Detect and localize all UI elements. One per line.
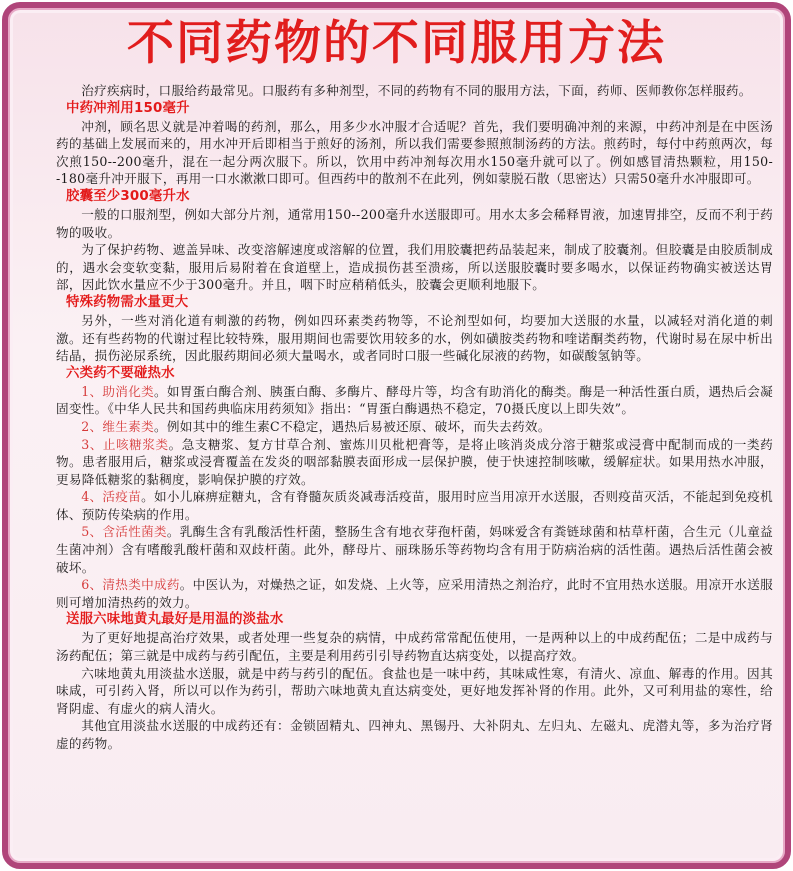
paragraph: 一般的口服剂型，例如大部分片剂，通常用150--200毫升水送服即可。用水太多会稀释胃液，加速胃排空，反而不利于药物的吸收。 <box>56 206 773 240</box>
item-text: 。如小儿麻痹症糖丸，含有脊髓灰质炎减毒活疫苗，服用时应当用凉开水送服，否则疫苗灭活，不能起到免疫机体、预防传染病的作用。 <box>56 489 774 522</box>
item-text: 。例如其中的维生素C不稳定，遇热后易被还原、破坏，而失去药效。 <box>153 418 551 434</box>
section-heading: 特殊药物需水量更大 <box>66 294 189 310</box>
list-item <box>56 418 773 436</box>
item-lead: 4、活疫苗 <box>81 489 142 505</box>
paragraph: 冲剂，顾名思义就是冲着喝的药剂，那么，用多少水冲服才合适呢？首先，我们要明确冲剂的来源，中药冲剂是在中医汤药的基础上发展而来的，用水冲开后即相当于煎好的汤剂，所以我们需要参照煎制汤药的方法。煎药时，每付中药煎两次，每次煎150--200毫升，混在一起分两次服下。所以，饮用中药冲剂每次用水150毫升就可以了。例如感冒清热颗粒，用150--180毫升冲开服下，再用一口水漱漱口即可。但西药中的散剂不在此列，例如蒙脱石散（思密达）只需50毫升水冲服即可。 <box>56 118 773 187</box>
page-title: 不同药物的不同服用方法 <box>127 16 666 71</box>
item-lead: 1、助消化类 <box>81 383 154 399</box>
item-text: 。急支糖浆、复方甘草合剂、蜜炼川贝枇杷膏等，是将止咳消炎成分溶于糖浆或浸膏中配制而成的一类药物。患者服用后，糖浆或浸膏覆盖在发炎的咽部黏膜表面形成一层保护膜，使于快速控制咳嗽，缓解症状。如果用热水冲服，更易降低糖浆的黏稠度，影响保护膜的疗效。 <box>56 436 773 487</box>
paragraph: 其他宜用淡盐水送服的中成药还有：金锁固精丸、四神丸、黑锡丹、大补阴丸、左归丸、左磁丸、虎潜丸等，多为治疗肾虚的药物。 <box>56 718 773 751</box>
list-item <box>56 523 773 576</box>
list-item <box>56 436 773 489</box>
item-text: 。如胃蛋白酶合剂、胰蛋白酶、多酶片、酵母片等，均含有助消化的酶类。酶是一种活性蛋白质，遇热后会凝固变性。《中华人民共和国药典临床用药须知》指出：“胃蛋白酶遇热不稳定，70摄氏度以上即失效”。 <box>56 383 773 417</box>
poster-frame <box>2 2 791 869</box>
article-body <box>56 82 773 753</box>
list-item <box>56 383 773 418</box>
item-lead: 3、止咳糖浆类 <box>81 436 169 452</box>
list-item <box>56 488 773 523</box>
paragraph: 为了保护药物、遮盖异味、改变溶解速度或溶解的位置，我们用胶囊把药品装起来，制成了胶囊剂。但胶囊是由胶质制成的，遇水会变软变黏，服用后易附着在食道壁上，造成损伤甚至溃疡，所以送服胶囊时要多喝水，以保证药物确实被送达胃部，因此饮水量应不少于300毫升。并且，咽下时应稍稍低头，胶囊会更顺利地服下。 <box>56 242 773 293</box>
paragraph: 六味地黄丸用淡盐水送服，就是中药与药引的配伍。食盐也是一味中药，其味咸性寒，有清火、凉血、解毒的作用。因其味咸，可引药入肾，所以可以作为药引，帮助六味地黄丸直达病变处，更好地发挥补肾的作用。此外，又可利用盐的寒性，给肾阴虚、有虚火的病人清火。 <box>56 665 773 716</box>
item-lead: 5、含活性菌类 <box>81 524 167 540</box>
section-heading: 送服六味地黄丸最好是用温的淡盐水 <box>66 612 284 628</box>
section-heading: 胶囊至少300毫升水 <box>66 188 190 204</box>
paragraph: 为了更好地提高治疗效果，或者处理一些复杂的病情，中成药常常配伍使用，一是两种以上的中成药配伍；二是中成药与汤药配伍；第三就是中成药与药引配伍，主要是利用药引引导药物直达病变处，以提高疗效。 <box>56 630 773 664</box>
item-lead: 2、维生素类 <box>81 418 154 434</box>
section-heading: 中药冲剂用150毫升 <box>66 100 190 116</box>
list-item <box>56 576 773 611</box>
paragraph: 另外，一些对消化道有刺激的药物，例如四环素类药物等，不论剂型如何，均要加大送服的水量，以减轻对消化道的刺激。还有些药物的代谢过程比较特殊，服用期间也需要饮用较多的水，例如磺胺类药物和喹诺酮类药物，代谢时易在尿中析出结晶，损伤泌尿系统，因此服药期间必须大量喝水，或者同时口服一些碱化尿液的药物，如碳酸氢钠等。 <box>56 312 773 364</box>
section-heading: 六类药不要碰热水 <box>66 365 175 381</box>
item-text: 。乳酶生含有乳酸活性杆菌，整肠生含有地衣芽孢杆菌，妈咪爱含有粪链球菌和枯草杆菌，合生元（儿童益生菌冲剂）含有嗜酸乳酸杆菌和双歧杆菌。此外，酵母片、丽珠肠乐等药物均含有用于防病治病的活性菌。遇热后活性菌会被破坏。 <box>56 524 773 575</box>
item-lead: 6、清热类中成药 <box>81 577 180 593</box>
intro-paragraph: 治疗疾病时，口服给药最常见。口服药有多种剂型，不同的药物有不同的服用方法，下面，药师、医师教你怎样服药。 <box>81 83 752 98</box>
item-text: 。中医认为，对燥热之证，如发烧、上火等，应采用清热之剂治疗，此时不宜用热水送服。用凉开水送服则可增加清热药的效力。 <box>56 577 773 610</box>
